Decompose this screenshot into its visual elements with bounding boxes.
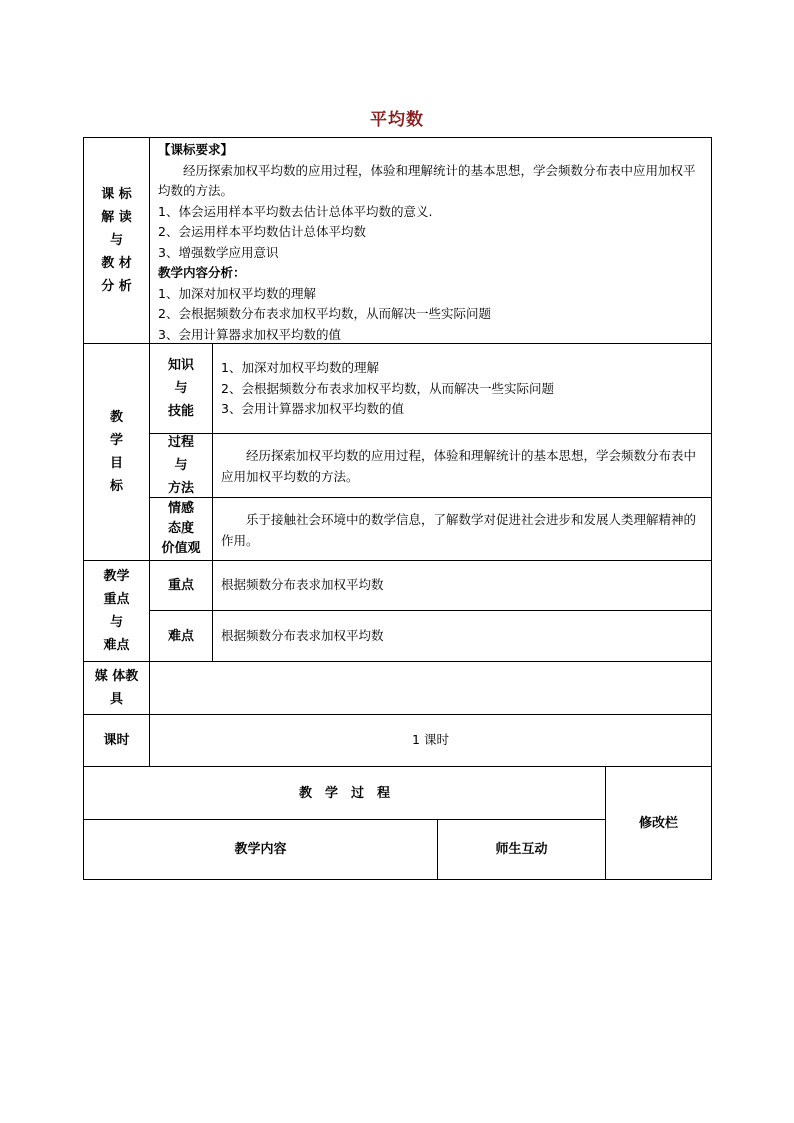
focus-label-cell xyxy=(83,560,150,662)
media-content-cell xyxy=(149,661,712,715)
objectives-label-cell xyxy=(83,343,150,561)
revision-label: 修改栏 xyxy=(638,815,678,831)
knowledge-item: 2、会根据频数分布表求加权平均数，从而解决一些实际问题 xyxy=(221,380,554,396)
difficulty-label: 难点 xyxy=(167,628,194,644)
emotion-label-cell xyxy=(149,497,213,561)
key-point-label: 重点 xyxy=(167,578,194,593)
interaction-cell xyxy=(437,819,606,880)
revision-cell xyxy=(605,766,712,880)
requirement-item: 3、增强数学应用意识 xyxy=(158,244,279,260)
key-point-label-cell xyxy=(149,560,213,611)
process-method-text: 经历探索加权平均数的应用过程，体验和理解统计的基本思想，学会频数分布表中应用加权平均数的方法。 xyxy=(221,448,697,484)
difficulty-text: 根据频数分布表求加权平均数 xyxy=(221,627,384,643)
analysis-label: 课 标 解 读 与 教 材 分 析 xyxy=(101,187,132,294)
analysis-content-cell xyxy=(149,137,712,344)
content-item: 3、会用计算器求加权平均数的值 xyxy=(158,326,341,342)
requirement-item: 1、体会运用样本平均数去估计总体平均数的意义. xyxy=(158,203,433,219)
process-method-content-cell xyxy=(212,433,712,498)
knowledge-item: 3、会用计算器求加权平均数的值 xyxy=(221,401,404,416)
content-analysis-heading: 教学内容分析： xyxy=(158,265,246,280)
content-item: 2、会根据频数分布表求加权平均数，从而解决一些实际问题 xyxy=(158,306,491,321)
content-item: 1、加深对加权平均数的理解 xyxy=(158,285,316,301)
teaching-content-cell xyxy=(83,819,438,880)
process-header: 教 学 过 程 xyxy=(298,785,390,801)
knowledge-item: 1、加深对加权平均数的理解 xyxy=(221,360,379,375)
analysis-label-cell xyxy=(83,137,150,344)
curriculum-heading: 【课标要求】 xyxy=(158,142,234,157)
objectives-label: 教 学 目 标 xyxy=(109,410,123,494)
interaction-label: 师生互动 xyxy=(495,842,548,857)
teaching-content-label: 教学内容 xyxy=(234,842,287,857)
media-label: 媒 体教 具 xyxy=(94,669,139,707)
knowledge-content-cell xyxy=(212,343,712,434)
knowledge-label: 知识 与 技能 xyxy=(167,358,194,419)
period-label-cell xyxy=(83,714,150,767)
period-value: 1 课时 xyxy=(412,732,449,748)
emotion-text: 乐于接触社会环境中的数学信息，了解数学对促进社会进步和发展人类理解精神的作用。 xyxy=(221,512,697,548)
emotion-label: 情感 态度 价值观 xyxy=(161,501,201,556)
difficulty-label-cell xyxy=(149,610,213,662)
period-label: 课时 xyxy=(103,733,130,748)
difficulty-content-cell xyxy=(212,610,712,662)
process-header-cell xyxy=(83,766,606,820)
focus-label: 教学 重点 与 难点 xyxy=(103,569,130,653)
key-point-text: 根据频数分布表求加权平均数 xyxy=(221,577,384,593)
period-content-cell xyxy=(149,714,712,767)
curriculum-paragraph: 经历探索加权平均数的应用过程，体验和理解统计的基本思想，学会频数分布表中应用加权平均数的方法。 xyxy=(158,162,696,198)
emotion-content-cell xyxy=(212,497,712,561)
requirement-item: 2、会运用样本平均数估计总体平均数 xyxy=(158,224,366,239)
media-label-cell xyxy=(83,661,150,715)
key-point-content-cell xyxy=(212,560,712,611)
process-method-label-cell xyxy=(149,433,213,498)
knowledge-label-cell xyxy=(149,343,213,434)
page-title: 平均数 xyxy=(370,110,424,130)
process-method-label: 过程 与 方法 xyxy=(167,435,194,496)
